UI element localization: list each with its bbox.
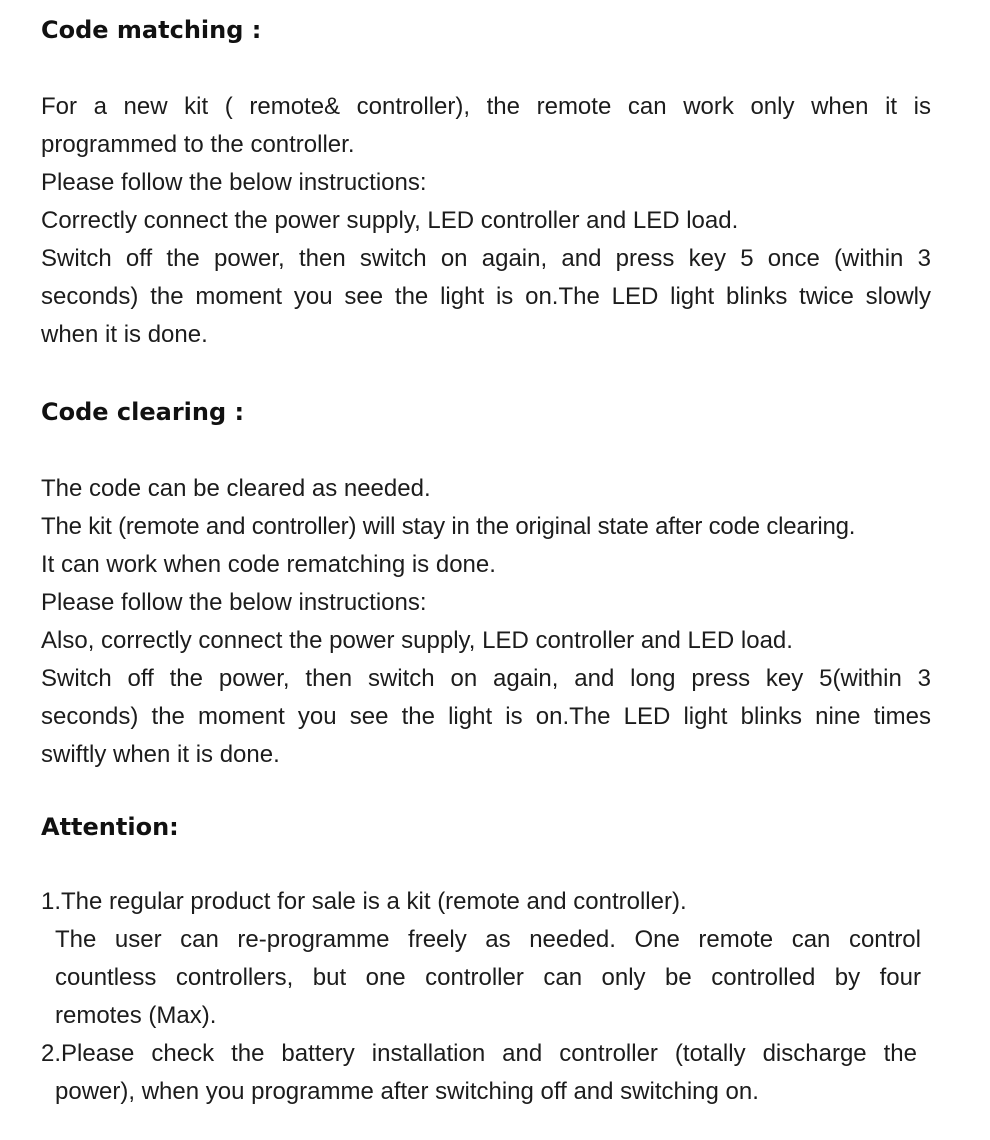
paragraph-line: Switch off the power, then switch on again, and long press key 5(within 3 xyxy=(41,665,931,692)
paragraph-line: For a new kit ( remote& controller), the remote can work only when it is xyxy=(41,93,931,120)
paragraph-line: It can work when code rematching is done. xyxy=(41,551,496,578)
paragraph-line: Please follow the below instructions: xyxy=(41,169,427,196)
attention-body xyxy=(41,883,956,1111)
paragraph-line: The kit (remote and controller) will stay in the original state after code clearing. xyxy=(41,513,856,540)
paragraph-line: seconds) the moment you see the light is on.The LED light blinks twice slowly xyxy=(41,283,931,310)
heading-code-clearing: Code clearing : xyxy=(41,398,245,426)
paragraph-line: The code can be cleared as needed. xyxy=(41,475,431,502)
paragraph-line: Please follow the below instructions: xyxy=(41,589,427,616)
code-clearing-body xyxy=(41,470,956,774)
list-item-continuation: remotes (Max). xyxy=(55,1002,217,1029)
paragraph-line: Correctly connect the power supply, LED controller and LED load. xyxy=(41,207,739,234)
list-item-continuation: power), when you programme after switching off and switching on. xyxy=(55,1078,759,1105)
paragraph-line: when it is done. xyxy=(41,321,208,348)
paragraph-line: Switch off the power, then switch on again, and press key 5 once (within 3 xyxy=(41,245,931,272)
paragraph-line: swiftly when it is done. xyxy=(41,741,280,768)
list-item: 2.Please check the battery installation and controller (totally discharge the xyxy=(41,1040,917,1067)
paragraph-line: Also, correctly connect the power supply, LED controller and LED load. xyxy=(41,627,793,654)
paragraph-line: seconds) the moment you see the light is on.The LED light blinks nine times xyxy=(41,703,931,730)
heading-code-matching: Code matching : xyxy=(41,16,262,44)
list-item: 1.The regular product for sale is a kit (remote and controller). xyxy=(41,888,687,915)
list-item-continuation: The user can re-programme freely as needed. One remote can control xyxy=(55,926,921,953)
list-item-continuation: countless controllers, but one controller can only be controlled by four xyxy=(55,964,921,991)
paragraph-line: programmed to the controller. xyxy=(41,131,355,158)
heading-attention: Attention: xyxy=(41,813,179,841)
code-matching-body xyxy=(41,88,956,354)
